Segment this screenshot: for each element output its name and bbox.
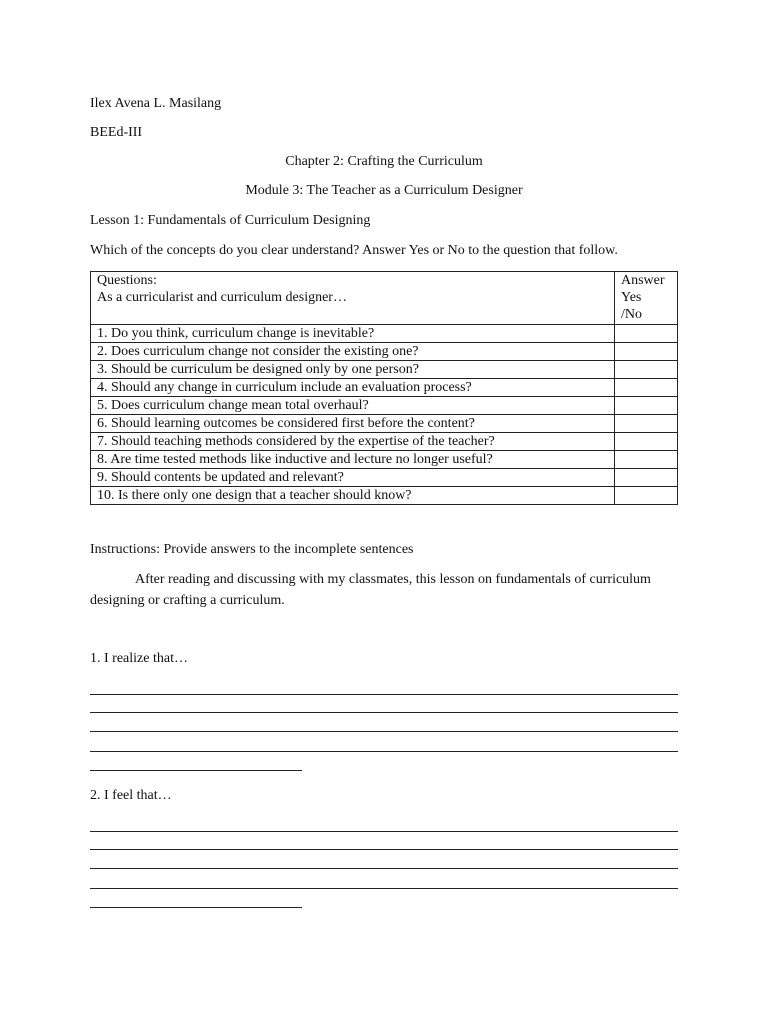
answer-line[interactable] bbox=[90, 868, 678, 869]
course-label: BEEd-III bbox=[90, 125, 143, 140]
question-prompt: Which of the concepts do you clear understand? Answer Yes or No to the question that follow. bbox=[90, 243, 618, 258]
module-title: Module 3: The Teacher as a Curriculum Designer bbox=[245, 183, 523, 198]
questions-header-cell bbox=[91, 272, 615, 325]
item-label-realize: 1. I realize that… bbox=[90, 651, 188, 666]
answer-cell[interactable] bbox=[615, 487, 678, 505]
questions-table bbox=[90, 271, 678, 505]
table-row bbox=[91, 379, 678, 397]
answer-header-no: /No bbox=[621, 307, 642, 322]
answer-cell[interactable] bbox=[615, 397, 678, 415]
answer-cell[interactable] bbox=[615, 469, 678, 487]
question-cell: 7. Should teaching methods considered by the expertise of the teacher? bbox=[91, 433, 615, 451]
question-cell: 5. Does curriculum change mean total overhaul? bbox=[91, 397, 615, 415]
question-cell: 3. Should be curriculum be designed only by one person? bbox=[91, 361, 615, 379]
answer-cell[interactable] bbox=[615, 325, 678, 343]
question-cell: 8. Are time tested methods like inductive and lecture no longer useful? bbox=[91, 451, 615, 469]
questions-header-label: Questions: bbox=[97, 273, 157, 288]
answer-cell[interactable] bbox=[615, 451, 678, 469]
table-row bbox=[91, 325, 678, 343]
answer-line[interactable] bbox=[90, 731, 678, 732]
question-cell: 6. Should learning outcomes be considered first before the content? bbox=[91, 415, 615, 433]
answer-line[interactable] bbox=[90, 849, 678, 850]
answer-line[interactable] bbox=[90, 770, 302, 771]
answer-cell[interactable] bbox=[615, 415, 678, 433]
answer-line[interactable] bbox=[90, 694, 678, 695]
chapter-title: Chapter 2: Crafting the Curriculum bbox=[285, 154, 483, 169]
table-row bbox=[91, 469, 678, 487]
question-cell: 10. Is there only one design that a teacher should know? bbox=[91, 487, 615, 505]
question-cell: 4. Should any change in curriculum include an evaluation process? bbox=[91, 379, 615, 397]
answer-line[interactable] bbox=[90, 831, 678, 832]
answer-header-label: Answer bbox=[621, 273, 665, 288]
table-row bbox=[91, 397, 678, 415]
answer-cell[interactable] bbox=[615, 379, 678, 397]
answer-line[interactable] bbox=[90, 751, 678, 752]
lesson-title: Lesson 1: Fundamentals of Curriculum Designing bbox=[90, 213, 371, 228]
table-row bbox=[91, 415, 678, 433]
table-row bbox=[91, 451, 678, 469]
instructions-text: Instructions: Provide answers to the incomplete sentences bbox=[90, 542, 414, 557]
question-cell: 1. Do you think, curriculum change is inevitable? bbox=[91, 325, 615, 343]
intro-paragraph bbox=[90, 569, 678, 611]
table-row bbox=[91, 487, 678, 505]
questions-header-subtitle: As a curricularist and curriculum designer… bbox=[97, 290, 347, 305]
answer-line[interactable] bbox=[90, 888, 678, 889]
table-row bbox=[91, 361, 678, 379]
intro-paragraph-text: After reading and discussing with my classmates, this lesson on fundamentals of curriculum designing or crafting a curriculum. bbox=[90, 572, 651, 608]
item-label-feel: 2. I feel that… bbox=[90, 788, 172, 803]
table-header-row bbox=[91, 272, 678, 325]
answer-cell[interactable] bbox=[615, 433, 678, 451]
answer-line[interactable] bbox=[90, 907, 302, 908]
question-cell: 9. Should contents be updated and relevant? bbox=[91, 469, 615, 487]
answer-cell[interactable] bbox=[615, 361, 678, 379]
answer-header-cell bbox=[615, 272, 678, 325]
answer-header-yes: Yes bbox=[621, 290, 642, 305]
student-name: Ilex Avena L. Masilang bbox=[90, 96, 222, 111]
answer-line[interactable] bbox=[90, 712, 678, 713]
question-cell: 2. Does curriculum change not consider the existing one? bbox=[91, 343, 615, 361]
table-row bbox=[91, 343, 678, 361]
answer-cell[interactable] bbox=[615, 343, 678, 361]
table-row bbox=[91, 433, 678, 451]
